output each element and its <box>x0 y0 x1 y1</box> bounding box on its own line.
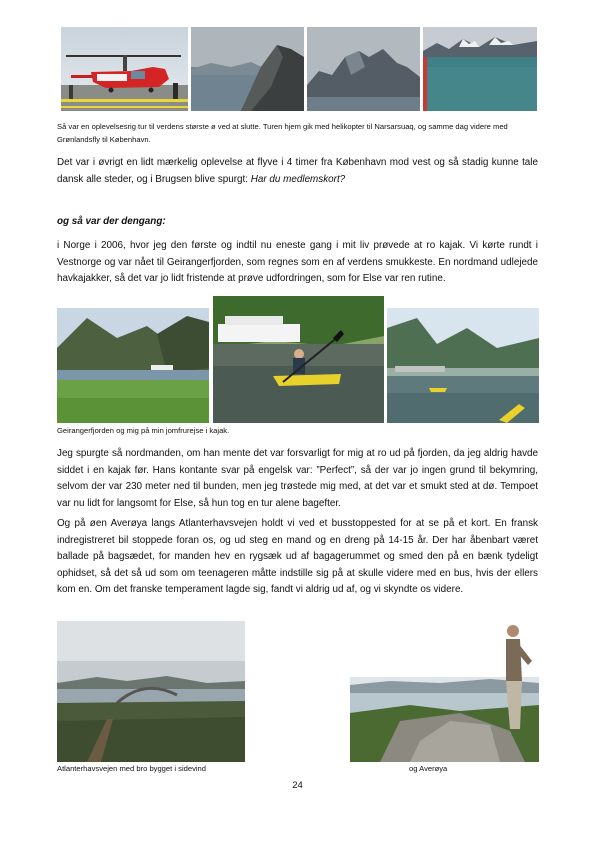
paragraph-4: Og på øen Averøya langs Atlanterhavsvejen holdt vi ved et busstoppested for at se på et kort. En fransk indregistreret bil stoppede foran os, og ud steg en mand og en dreng på 14-15 år. Der har åbenbart været ballade på bagsædet, for manden hev en rygsæk ud af bagagerummet og smed den på en bænk tydeligt ophidset, så det så ud som om teenageren måtte indstille sig på at skulle videre med en bus, hvis der ellers kom en. Om det franske temperament lagde sig, fandt vi aldrig ud af, og vi skyndte os videre. <box>57 518 538 596</box>
paragraph-1-text: Det var i øvrigt en lidt mærkelig oplevelse at flyve i 4 timer fra København mod vest og så stadig kunne tale dansk alle steder, og i Brugsen blive spurgt: <box>57 157 538 185</box>
bottom-right-caption: og Averøya <box>409 764 448 773</box>
snowy-mountains-sea-photo <box>423 27 537 111</box>
paragraph-3: Jeg spurgte så nordmanden, om han mente det var forsvarligt for mig at ro ud på fjorden, da jeg aldrig havde siddet i en kajak før. Hans kontante svar på engelsk var: ”Perfect”, så der var jo ingen grund til bekymring, selvom der var 230 meter ned til bunden, men jeg trøstede mig med, at det var et smukt sted at dø. Tempoet var nu lidt for langsomt for Else, så hun tog en tur alene bagefter. <box>57 448 538 509</box>
top-photos-caption: Så var en oplevelsesrig tur til verdens største ø ved at slutte. Turen hjem gik med helikopter til Narsarsuaq, og samme dag videre med Grønlandsfly til København. <box>57 122 508 144</box>
red-helicopter-photo <box>61 27 188 111</box>
middle-photos-caption: Geirangerfjorden og mig på min jomfrurejse i kajak. <box>57 426 230 435</box>
kayak-fjord-village-photo <box>387 308 539 423</box>
bottom-left-caption: Atlanterhavsvejen med bro bygget i sidevind <box>57 764 207 773</box>
paragraph-1 <box>57 155 538 188</box>
averoya-view-photo <box>350 621 539 762</box>
atlanterhavsvejen-bridge-photo <box>57 621 245 762</box>
kayak-cruise-ship-photo <box>213 296 384 423</box>
mountain-fjord-photo <box>307 27 420 111</box>
paragraph-1-italic: Har du medlemskort? <box>250 173 346 185</box>
section-heading: og så var der dengang: <box>57 216 166 227</box>
paragraph-2: i Norge i 2006, hvor jeg den første og indtil nu eneste gang i mit liv prøvede at ro kajak. Vi kørte rundt i Vestnorge og var nået til Geirangerfjorden, som regnes som en af verdens smukkeste. En nordmand udlejede havkajakker, så det var jo lidt fristende at prøve udfordringen, som for Else var ren rutine. <box>57 240 538 285</box>
geirangerfjord-meadow-photo <box>57 308 209 423</box>
cliff-coast-photo <box>191 27 304 111</box>
page-number: 24 <box>292 780 303 791</box>
